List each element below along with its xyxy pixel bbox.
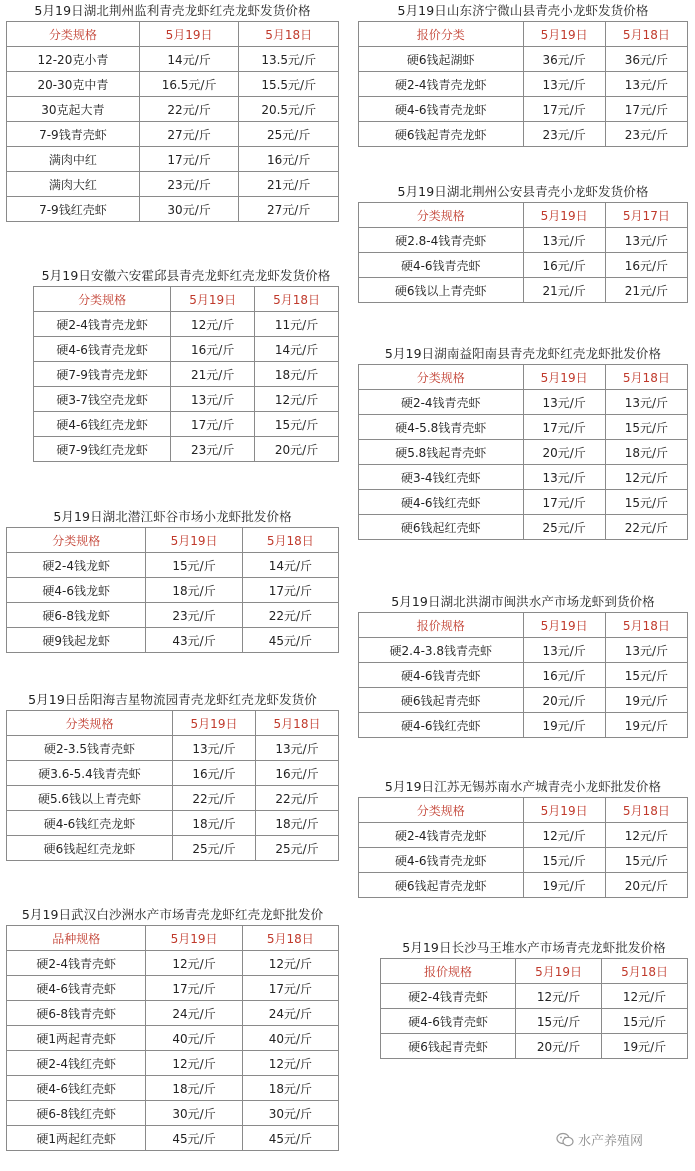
table-row [7, 1076, 339, 1101]
price-cell: 12元/斤 [602, 984, 688, 1009]
table-header-row [359, 798, 688, 823]
price-cell: 14元/斤 [255, 337, 339, 362]
table-row [7, 1001, 339, 1026]
price-cell: 17元/斤 [605, 97, 687, 122]
price-cell: 12元/斤 [605, 465, 687, 490]
header-prev: 5月18日 [605, 365, 687, 390]
table-row [34, 412, 339, 437]
price-cell: 20元/斤 [255, 437, 339, 462]
spec-cell: 硬7-9钱青壳龙虾 [34, 362, 171, 387]
table-row [359, 440, 688, 465]
table-row [359, 122, 688, 147]
table-row [359, 72, 688, 97]
table-row [359, 638, 688, 663]
block-title: 5月19日武汉白沙洲水产市场青壳龙虾红壳龙虾批发价 [21, 907, 324, 922]
table-row [7, 72, 339, 97]
header-prev: 5月18日 [605, 613, 687, 638]
table-row [7, 603, 339, 628]
price-cell: 14元/斤 [139, 47, 239, 72]
price-cell: 25元/斤 [173, 836, 256, 861]
price-table [6, 527, 339, 653]
spec-cell: 20-30克中青 [7, 72, 140, 97]
table-row [359, 228, 688, 253]
table-row [359, 390, 688, 415]
header-today: 5月19日 [146, 528, 242, 553]
header-today: 5月19日 [523, 203, 605, 228]
price-cell: 30元/斤 [146, 1101, 242, 1126]
table-header-row [359, 22, 688, 47]
price-cell: 21元/斤 [239, 172, 339, 197]
spec-cell: 硬1两起青壳虾 [7, 1026, 146, 1051]
price-block-yueyang [6, 692, 339, 861]
price-cell: 12元/斤 [255, 387, 339, 412]
price-block-qianjiang [6, 509, 339, 653]
price-cell: 13元/斤 [523, 72, 605, 97]
table-row [359, 823, 688, 848]
table-row [7, 97, 339, 122]
spec-cell: 硬4-6钱红壳虾 [359, 490, 524, 515]
header-spec: 报价规格 [381, 959, 516, 984]
price-table [358, 612, 688, 738]
price-cell: 18元/斤 [256, 811, 339, 836]
price-table [358, 202, 688, 303]
header-today: 5月19日 [516, 959, 602, 984]
price-cell: 18元/斤 [605, 440, 687, 465]
spec-cell: 硬6钱起红壳龙虾 [7, 836, 173, 861]
price-cell: 22元/斤 [173, 786, 256, 811]
spec-cell: 硬2-4钱青壳龙虾 [359, 823, 524, 848]
price-table [380, 958, 688, 1059]
spec-cell: 硬6钱起青壳龙虾 [359, 122, 524, 147]
header-prev: 5月18日 [242, 528, 338, 553]
header-today: 5月19日 [171, 287, 255, 312]
table-row [7, 761, 339, 786]
price-cell: 13元/斤 [523, 638, 605, 663]
spec-cell: 硬4-6钱青壳龙虾 [34, 337, 171, 362]
header-prev: 5月18日 [242, 926, 338, 951]
spec-cell: 硬4-6钱青壳虾 [359, 253, 524, 278]
price-cell: 40元/斤 [146, 1026, 242, 1051]
header-today: 5月19日 [523, 365, 605, 390]
header-today: 5月19日 [523, 613, 605, 638]
header-prev: 5月18日 [239, 22, 339, 47]
table-row [7, 197, 339, 222]
price-cell: 23元/斤 [171, 437, 255, 462]
price-cell: 17元/斤 [242, 578, 338, 603]
table-row [34, 437, 339, 462]
table-row [359, 47, 688, 72]
spec-cell: 硬5.8钱起青壳虾 [359, 440, 524, 465]
price-block-gongan [358, 184, 688, 303]
spec-cell: 硬6-8钱红壳虾 [7, 1101, 146, 1126]
price-block-wuhan [6, 907, 339, 1151]
block-title: 5月19日山东济宁微山县青壳小龙虾发货价格 [397, 3, 649, 18]
spec-cell: 硬4-6钱青壳虾 [7, 976, 146, 1001]
header-prev: 5月18日 [256, 711, 339, 736]
block-title: 5月19日长沙马王堆水产市场青壳龙虾批发价格 [402, 940, 666, 955]
table-row [359, 278, 688, 303]
spec-cell: 硬4-6钱青壳龙虾 [359, 97, 524, 122]
spec-cell: 硬6-8钱青壳虾 [7, 1001, 146, 1026]
price-block-huoqiu [33, 268, 339, 462]
spec-cell: 满肉中红 [7, 147, 140, 172]
header-today: 5月19日 [146, 926, 242, 951]
spec-cell: 硬6钱起青壳虾 [359, 688, 524, 713]
spec-cell: 硬2-4钱红壳虾 [7, 1051, 146, 1076]
price-cell: 21元/斤 [523, 278, 605, 303]
price-cell: 15元/斤 [605, 663, 687, 688]
price-cell: 45元/斤 [146, 1126, 242, 1151]
price-cell: 18元/斤 [146, 578, 242, 603]
price-table [358, 21, 688, 147]
price-cell: 23元/斤 [605, 122, 687, 147]
table-row [7, 172, 339, 197]
block-title: 5月19日湖北荆州公安县青壳小龙虾发货价格 [397, 184, 649, 199]
table-row [7, 47, 339, 72]
spec-cell: 硬2-4钱青壳虾 [359, 390, 524, 415]
table-row [7, 811, 339, 836]
price-cell: 22元/斤 [242, 603, 338, 628]
table-row [381, 1034, 688, 1059]
price-cell: 19元/斤 [523, 873, 605, 898]
table-row [359, 253, 688, 278]
spec-cell: 硬4-6钱青壳龙虾 [359, 848, 524, 873]
header-today: 5月19日 [523, 798, 605, 823]
price-cell: 12元/斤 [146, 951, 242, 976]
spec-cell: 硬4-6钱红壳龙虾 [34, 412, 171, 437]
header-spec: 品种规格 [7, 926, 146, 951]
table-row [7, 976, 339, 1001]
price-cell: 23元/斤 [523, 122, 605, 147]
spec-cell: 硬2-4钱青壳龙虾 [359, 72, 524, 97]
header-today: 5月19日 [523, 22, 605, 47]
price-cell: 16元/斤 [523, 253, 605, 278]
price-block-wuxi [358, 779, 688, 898]
table-row [34, 337, 339, 362]
price-cell: 24元/斤 [146, 1001, 242, 1026]
table-row [7, 951, 339, 976]
price-cell: 16元/斤 [239, 147, 339, 172]
header-spec: 分类规格 [359, 203, 524, 228]
price-block-honghu [358, 594, 688, 738]
price-cell: 20元/斤 [523, 688, 605, 713]
spec-cell: 30克起大青 [7, 97, 140, 122]
price-cell: 12元/斤 [146, 1051, 242, 1076]
table-row [359, 490, 688, 515]
price-cell: 17元/斤 [523, 97, 605, 122]
price-cell: 16元/斤 [171, 337, 255, 362]
spec-cell: 硬2.8-4钱青壳虾 [359, 228, 524, 253]
price-cell: 20.5元/斤 [239, 97, 339, 122]
table-row [7, 1051, 339, 1076]
spec-cell: 硬2-4钱青壳虾 [7, 951, 146, 976]
header-prev: 5月17日 [605, 203, 687, 228]
table-row [7, 628, 339, 653]
price-cell: 12元/斤 [523, 823, 605, 848]
header-prev: 5月18日 [602, 959, 688, 984]
table-row [7, 122, 339, 147]
table-row [359, 97, 688, 122]
price-cell: 20元/斤 [523, 440, 605, 465]
spec-cell: 硬3.6-5.4钱青壳虾 [7, 761, 173, 786]
spec-cell: 满肉大红 [7, 172, 140, 197]
price-cell: 20元/斤 [516, 1034, 602, 1059]
spec-cell: 硬4-6钱红壳虾 [359, 713, 524, 738]
price-cell: 25元/斤 [239, 122, 339, 147]
block-title: 5月19日湖北洪湖市闽洪水产市场龙虾到货价格 [391, 594, 655, 609]
price-table [6, 925, 339, 1151]
price-cell: 16元/斤 [605, 253, 687, 278]
spec-cell: 硬7-9钱红壳龙虾 [34, 437, 171, 462]
price-cell: 18元/斤 [173, 811, 256, 836]
price-cell: 13.5元/斤 [239, 47, 339, 72]
price-cell: 15元/斤 [605, 848, 687, 873]
table-header-row [34, 287, 339, 312]
price-cell: 45元/斤 [242, 1126, 338, 1151]
price-cell: 15元/斤 [605, 415, 687, 440]
price-cell: 15元/斤 [255, 412, 339, 437]
table-row [7, 1126, 339, 1151]
price-table [33, 286, 339, 462]
spec-cell: 硬4-6钱青壳虾 [381, 1009, 516, 1034]
price-cell: 13元/斤 [523, 465, 605, 490]
table-row [7, 553, 339, 578]
price-cell: 17元/斤 [523, 490, 605, 515]
price-cell: 13元/斤 [523, 228, 605, 253]
price-cell: 13元/斤 [173, 736, 256, 761]
price-cell: 20元/斤 [605, 873, 687, 898]
watermark [556, 1130, 643, 1149]
table-row [359, 465, 688, 490]
table-row [359, 688, 688, 713]
spec-cell: 12-20克小青 [7, 47, 140, 72]
spec-cell: 硬4-5.8钱青壳虾 [359, 415, 524, 440]
table-header-row [359, 203, 688, 228]
table-row [7, 578, 339, 603]
price-cell: 27元/斤 [239, 197, 339, 222]
header-spec: 分类规格 [7, 528, 146, 553]
spec-cell: 硬3-4钱红壳虾 [359, 465, 524, 490]
spec-cell: 硬2-4钱龙虾 [7, 553, 146, 578]
price-cell: 13元/斤 [171, 387, 255, 412]
price-cell: 19元/斤 [605, 713, 687, 738]
price-cell: 17元/斤 [171, 412, 255, 437]
price-block-changsha [380, 940, 688, 1059]
price-cell: 12元/斤 [242, 1051, 338, 1076]
price-cell: 22元/斤 [256, 786, 339, 811]
price-cell: 16元/斤 [256, 761, 339, 786]
table-header-row [7, 711, 339, 736]
spec-cell: 硬4-6钱红壳龙虾 [7, 811, 173, 836]
price-cell: 40元/斤 [242, 1026, 338, 1051]
spec-cell: 硬9钱起龙虾 [7, 628, 146, 653]
block-title: 5月19日湖北潜江虾谷市场小龙虾批发价格 [53, 509, 292, 524]
table-row [359, 848, 688, 873]
price-cell: 16元/斤 [173, 761, 256, 786]
price-cell: 21元/斤 [171, 362, 255, 387]
table-row [7, 736, 339, 761]
header-spec: 报价规格 [359, 613, 524, 638]
header-prev: 5月18日 [605, 22, 687, 47]
table-row [7, 1101, 339, 1126]
price-cell: 19元/斤 [523, 713, 605, 738]
price-cell: 23元/斤 [146, 603, 242, 628]
price-cell: 27元/斤 [139, 122, 239, 147]
price-table [6, 21, 339, 222]
header-spec: 分类规格 [7, 711, 173, 736]
table-header-row [381, 959, 688, 984]
table-header-row [7, 22, 339, 47]
price-cell: 12元/斤 [516, 984, 602, 1009]
price-cell: 13元/斤 [605, 390, 687, 415]
spec-cell: 硬3-7钱空壳龙虾 [34, 387, 171, 412]
table-row [381, 984, 688, 1009]
table-row [359, 713, 688, 738]
spec-cell: 硬2-3.5钱青壳虾 [7, 736, 173, 761]
wechat-icon [556, 1132, 574, 1148]
price-cell: 19元/斤 [605, 688, 687, 713]
spec-cell: 硬6钱起红壳虾 [359, 515, 524, 540]
price-table [6, 710, 339, 861]
price-block-jianli [6, 3, 339, 222]
price-cell: 13元/斤 [605, 72, 687, 97]
price-cell: 15元/斤 [523, 848, 605, 873]
spec-cell: 硬1两起红壳虾 [7, 1126, 146, 1151]
price-cell: 17元/斤 [242, 976, 338, 1001]
block-title: 5月19日安徽六安霍邱县青壳龙虾红壳龙虾发货价格 [41, 268, 331, 283]
price-cell: 30元/斤 [139, 197, 239, 222]
price-table [358, 797, 688, 898]
table-row [359, 873, 688, 898]
price-cell: 19元/斤 [602, 1034, 688, 1059]
spec-cell: 硬2-4钱青壳虾 [381, 984, 516, 1009]
block-title: 5月19日湖南益阳南县青壳龙虾红壳龙虾批发价格 [384, 346, 662, 361]
price-cell: 13元/斤 [523, 390, 605, 415]
spec-cell: 硬5.6钱以上青壳虾 [7, 786, 173, 811]
header-spec: 分类规格 [34, 287, 171, 312]
block-title: 5月19日湖北荆州监利青壳龙虾红壳龙虾发货价格 [34, 3, 311, 18]
header-today: 5月19日 [139, 22, 239, 47]
price-table [358, 364, 688, 540]
table-row [381, 1009, 688, 1034]
table-header-row [7, 926, 339, 951]
price-cell: 16元/斤 [523, 663, 605, 688]
header-prev: 5月18日 [605, 798, 687, 823]
spec-cell: 硬6钱以上青壳虾 [359, 278, 524, 303]
price-cell: 15元/斤 [605, 490, 687, 515]
table-header-row [7, 528, 339, 553]
price-cell: 25元/斤 [256, 836, 339, 861]
table-row [359, 515, 688, 540]
spec-cell: 硬6钱起青壳虾 [381, 1034, 516, 1059]
table-header-row [359, 365, 688, 390]
price-cell: 11元/斤 [255, 312, 339, 337]
price-cell: 13元/斤 [605, 638, 687, 663]
price-cell: 16.5元/斤 [139, 72, 239, 97]
spec-cell: 硬4-6钱青壳虾 [359, 663, 524, 688]
table-row [34, 387, 339, 412]
spec-cell: 7-9钱青壳虾 [7, 122, 140, 147]
spec-cell: 硬2.4-3.8钱青壳虾 [359, 638, 524, 663]
header-today: 5月19日 [173, 711, 256, 736]
price-cell: 13元/斤 [256, 736, 339, 761]
price-cell: 12元/斤 [605, 823, 687, 848]
price-cell: 45元/斤 [242, 628, 338, 653]
block-title: 5月19日岳阳海吉星物流园青壳龙虾红壳龙虾发货价 [28, 692, 317, 707]
header-spec: 报价分类 [359, 22, 524, 47]
header-spec: 分类规格 [7, 22, 140, 47]
price-block-weishan [358, 3, 688, 147]
price-cell: 13元/斤 [605, 228, 687, 253]
price-cell: 24元/斤 [242, 1001, 338, 1026]
price-cell: 36元/斤 [523, 47, 605, 72]
spec-cell: 7-9钱红壳虾 [7, 197, 140, 222]
price-cell: 18元/斤 [242, 1076, 338, 1101]
price-cell: 43元/斤 [146, 628, 242, 653]
price-cell: 21元/斤 [605, 278, 687, 303]
price-cell: 17元/斤 [139, 147, 239, 172]
spec-cell: 硬4-6钱龙虾 [7, 578, 146, 603]
spec-cell: 硬4-6钱红壳虾 [7, 1076, 146, 1101]
spec-cell: 硬6钱起湖虾 [359, 47, 524, 72]
table-row [359, 415, 688, 440]
price-cell: 18元/斤 [255, 362, 339, 387]
price-cell: 25元/斤 [523, 515, 605, 540]
watermark-text: 水产养殖网 [578, 1134, 644, 1149]
price-cell: 15元/斤 [602, 1009, 688, 1034]
block-title: 5月19日江苏无锡苏南水产城青壳小龙虾批发价格 [384, 779, 662, 794]
spec-cell: 硬2-4钱青壳龙虾 [34, 312, 171, 337]
spec-cell: 硬6-8钱龙虾 [7, 603, 146, 628]
price-cell: 15元/斤 [146, 553, 242, 578]
price-cell: 12元/斤 [171, 312, 255, 337]
price-cell: 12元/斤 [242, 951, 338, 976]
price-cell: 30元/斤 [242, 1101, 338, 1126]
price-cell: 18元/斤 [146, 1076, 242, 1101]
price-cell: 36元/斤 [605, 47, 687, 72]
table-row [7, 147, 339, 172]
table-row [7, 836, 339, 861]
header-spec: 分类规格 [359, 798, 524, 823]
table-row [7, 786, 339, 811]
table-row [7, 1026, 339, 1051]
spec-cell: 硬6钱起青壳龙虾 [359, 873, 524, 898]
price-cell: 17元/斤 [146, 976, 242, 1001]
table-header-row [359, 613, 688, 638]
price-cell: 23元/斤 [139, 172, 239, 197]
price-cell: 22元/斤 [139, 97, 239, 122]
table-row [359, 663, 688, 688]
price-block-nanxian [358, 346, 688, 540]
price-cell: 14元/斤 [242, 553, 338, 578]
price-cell: 15.5元/斤 [239, 72, 339, 97]
header-prev: 5月18日 [255, 287, 339, 312]
price-cell: 22元/斤 [605, 515, 687, 540]
table-row [34, 362, 339, 387]
price-cell: 15元/斤 [516, 1009, 602, 1034]
price-cell: 17元/斤 [523, 415, 605, 440]
header-spec: 分类规格 [359, 365, 524, 390]
table-row [34, 312, 339, 337]
